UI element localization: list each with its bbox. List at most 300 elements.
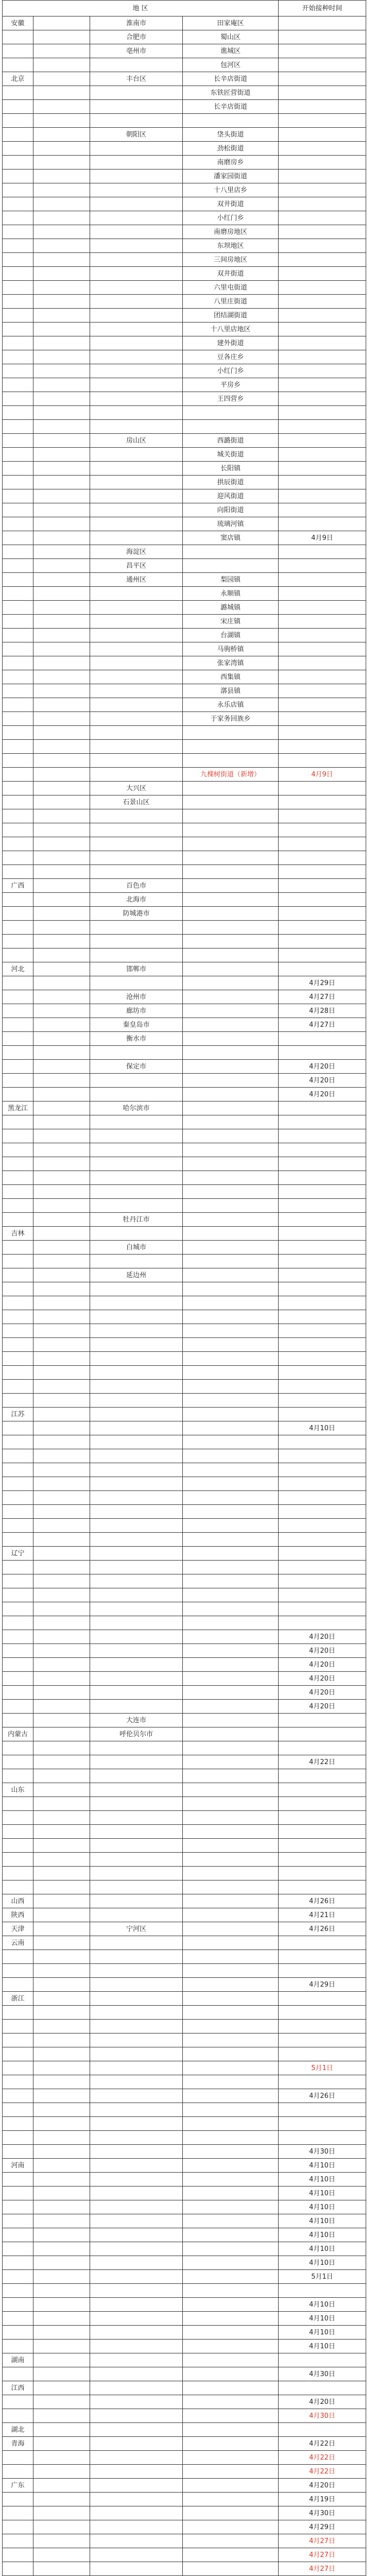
table-row bbox=[3, 1296, 366, 1310]
province-cell bbox=[3, 2089, 33, 2103]
subdistrict-cell bbox=[183, 1435, 279, 1449]
province-cell: 北京 bbox=[3, 72, 33, 86]
subdistrict-cell bbox=[183, 2479, 279, 2493]
table-row bbox=[3, 1171, 366, 1185]
district-cell bbox=[90, 1574, 183, 1588]
table-row bbox=[3, 2256, 366, 2270]
district-cell bbox=[90, 1602, 183, 1616]
district-cell bbox=[90, 1074, 183, 1088]
district-cell bbox=[90, 2437, 183, 2451]
start-date-cell bbox=[279, 476, 366, 489]
province-cell bbox=[3, 378, 33, 392]
subdistrict-cell bbox=[183, 2326, 279, 2340]
county-cell bbox=[33, 1380, 90, 1394]
county-cell bbox=[33, 1408, 90, 1421]
table-row bbox=[3, 1644, 366, 1658]
district-cell bbox=[90, 476, 183, 489]
table-row bbox=[3, 698, 366, 712]
table-row bbox=[3, 1213, 366, 1227]
county-cell bbox=[33, 1908, 90, 1922]
table-row bbox=[3, 1366, 366, 1380]
county-cell bbox=[33, 1644, 90, 1658]
table-row bbox=[3, 2033, 366, 2047]
district-cell bbox=[90, 865, 183, 879]
province-cell bbox=[3, 336, 33, 350]
province-cell bbox=[3, 851, 33, 865]
county-cell bbox=[33, 1992, 90, 2006]
subdistrict-cell bbox=[183, 1477, 279, 1491]
subdistrict-cell: 于家务回族乡 bbox=[183, 712, 279, 726]
province-cell bbox=[3, 406, 33, 420]
table-row bbox=[3, 1282, 366, 1296]
table-row bbox=[3, 1811, 366, 1825]
subdistrict-cell bbox=[183, 1714, 279, 1727]
schedule-table bbox=[2, 0, 366, 2576]
start-date-cell bbox=[279, 2047, 366, 2061]
start-date-cell: 4月27日 bbox=[279, 2562, 366, 2576]
county-cell bbox=[33, 503, 90, 517]
province-cell bbox=[3, 545, 33, 559]
province-cell bbox=[3, 1839, 33, 1853]
county-cell bbox=[33, 462, 90, 476]
district-cell bbox=[90, 183, 183, 197]
table-row bbox=[3, 1394, 366, 1408]
start-date-cell bbox=[279, 1282, 366, 1296]
table-row bbox=[3, 1408, 366, 1421]
district-cell bbox=[90, 2200, 183, 2214]
county-cell bbox=[33, 1060, 90, 1074]
county-cell bbox=[33, 2047, 90, 2061]
district-cell bbox=[90, 2298, 183, 2312]
province-cell bbox=[3, 684, 33, 698]
table-row bbox=[3, 1004, 366, 1018]
subdistrict-cell: 向阳街道 bbox=[183, 503, 279, 517]
start-date-cell bbox=[279, 1435, 366, 1449]
start-date-cell bbox=[279, 86, 366, 100]
subdistrict-cell bbox=[183, 2131, 279, 2145]
start-date-cell bbox=[279, 1477, 366, 1491]
county-cell bbox=[33, 1463, 90, 1477]
table-row bbox=[3, 2520, 366, 2534]
province-cell: 广东 bbox=[3, 2479, 33, 2493]
county-cell bbox=[33, 253, 90, 267]
province-cell bbox=[3, 1241, 33, 1255]
county-cell bbox=[33, 225, 90, 239]
start-date-cell: 4月26日 bbox=[279, 2089, 366, 2103]
subdistrict-cell bbox=[183, 1380, 279, 1394]
start-date-cell: 4月26日 bbox=[279, 1922, 366, 1936]
table-row bbox=[3, 2145, 366, 2159]
province-cell: 湖北 bbox=[3, 2423, 33, 2437]
county-cell bbox=[33, 1533, 90, 1547]
table-row bbox=[3, 782, 366, 795]
province-cell bbox=[3, 1255, 33, 1268]
subdistrict-cell bbox=[183, 1491, 279, 1505]
start-date-cell bbox=[279, 1602, 366, 1616]
province-cell bbox=[3, 86, 33, 100]
table-row bbox=[3, 1574, 366, 1588]
subdistrict-cell bbox=[183, 1727, 279, 1741]
table-row bbox=[3, 1185, 366, 1199]
province-cell bbox=[3, 197, 33, 211]
subdistrict-cell: 东坝地区 bbox=[183, 239, 279, 253]
subdistrict-cell: 拱辰街道 bbox=[183, 476, 279, 489]
start-date-cell bbox=[279, 1296, 366, 1310]
start-date-cell bbox=[279, 100, 366, 114]
district-cell bbox=[90, 100, 183, 114]
start-date-cell bbox=[279, 1046, 366, 1060]
county-cell bbox=[33, 2353, 90, 2367]
table-row bbox=[3, 1950, 366, 1964]
subdistrict-cell bbox=[183, 1046, 279, 1060]
subdistrict-cell bbox=[183, 114, 279, 128]
start-date-cell: 4月21日 bbox=[279, 1908, 366, 1922]
table-row bbox=[3, 1491, 366, 1505]
table-row bbox=[3, 1157, 366, 1171]
province-cell bbox=[3, 267, 33, 281]
province-cell bbox=[3, 1867, 33, 1880]
subdistrict-cell bbox=[183, 1282, 279, 1296]
county-cell bbox=[33, 1658, 90, 1672]
county-cell bbox=[33, 1894, 90, 1908]
county-cell bbox=[33, 2506, 90, 2520]
subdistrict-cell bbox=[183, 1964, 279, 1978]
subdistrict-cell bbox=[183, 2187, 279, 2200]
district-cell bbox=[90, 295, 183, 309]
province-cell bbox=[3, 1463, 33, 1477]
province-cell: 河南 bbox=[3, 2159, 33, 2173]
district-cell bbox=[90, 378, 183, 392]
district-cell bbox=[90, 1853, 183, 1867]
subdistrict-cell: 永乐店镇 bbox=[183, 698, 279, 712]
start-date-cell: 4月27日 bbox=[279, 2534, 366, 2548]
table-row bbox=[3, 2381, 366, 2395]
county-cell bbox=[33, 754, 90, 768]
subdistrict-cell: 王四营乡 bbox=[183, 392, 279, 406]
district-cell bbox=[90, 2047, 183, 2061]
subdistrict-cell bbox=[183, 2270, 279, 2284]
district-cell bbox=[90, 2270, 183, 2284]
subdistrict-cell bbox=[183, 406, 279, 420]
district-cell bbox=[90, 448, 183, 462]
district-cell bbox=[90, 1185, 183, 1199]
district-cell bbox=[90, 1143, 183, 1157]
county-cell bbox=[33, 712, 90, 726]
subdistrict-cell bbox=[183, 1547, 279, 1561]
county-cell bbox=[33, 336, 90, 350]
province-cell bbox=[3, 253, 33, 267]
province-cell bbox=[3, 1964, 33, 1978]
subdistrict-cell bbox=[183, 851, 279, 865]
province-cell bbox=[3, 809, 33, 823]
district-cell bbox=[90, 420, 183, 434]
start-date-cell: 4月27日 bbox=[279, 1018, 366, 1032]
district-cell: 呼伦贝尔市 bbox=[90, 1727, 183, 1741]
county-cell bbox=[33, 1255, 90, 1268]
county-cell bbox=[33, 86, 90, 100]
table-row bbox=[3, 281, 366, 295]
start-date-cell bbox=[279, 879, 366, 893]
table-row bbox=[3, 1658, 366, 1672]
district-cell: 通州区 bbox=[90, 573, 183, 587]
start-date-cell: 4月20日 bbox=[279, 1700, 366, 1714]
county-cell bbox=[33, 1561, 90, 1574]
district-cell bbox=[90, 1978, 183, 1992]
start-date-cell bbox=[279, 156, 366, 170]
province-cell bbox=[3, 2020, 33, 2033]
county-cell bbox=[33, 2256, 90, 2270]
province-cell bbox=[3, 2562, 33, 2576]
start-date-cell bbox=[279, 336, 366, 350]
start-date-cell bbox=[279, 1491, 366, 1505]
subdistrict-cell bbox=[183, 1115, 279, 1129]
county-cell bbox=[33, 1602, 90, 1616]
subdistrict-cell bbox=[183, 726, 279, 740]
subdistrict-cell: 建外街道 bbox=[183, 336, 279, 350]
subdistrict-cell bbox=[183, 1366, 279, 1380]
table-row bbox=[3, 2409, 366, 2423]
province-cell bbox=[3, 2270, 33, 2284]
county-cell bbox=[33, 1129, 90, 1143]
district-cell bbox=[90, 2214, 183, 2228]
province-cell bbox=[3, 1171, 33, 1185]
subdistrict-cell: 南磨房乡 bbox=[183, 156, 279, 170]
county-cell bbox=[33, 1727, 90, 1741]
start-date-cell bbox=[279, 921, 366, 935]
table-row bbox=[3, 1338, 366, 1352]
start-date-cell: 4月30日 bbox=[279, 2367, 366, 2381]
table-row bbox=[3, 309, 366, 323]
subdistrict-cell bbox=[183, 990, 279, 1004]
subdistrict-cell bbox=[183, 1561, 279, 1574]
province-cell bbox=[3, 740, 33, 754]
district-cell bbox=[90, 1115, 183, 1129]
district-cell bbox=[90, 1755, 183, 1769]
subdistrict-cell bbox=[183, 2312, 279, 2326]
province-cell bbox=[3, 1046, 33, 1060]
district-cell bbox=[90, 170, 183, 183]
province-cell bbox=[3, 1630, 33, 1644]
county-cell bbox=[33, 1505, 90, 1519]
table-row bbox=[3, 990, 366, 1004]
county-cell bbox=[33, 448, 90, 462]
start-date-cell: 4月10日 bbox=[279, 2312, 366, 2326]
county-cell bbox=[33, 517, 90, 531]
subdistrict-cell: 八里庄街道 bbox=[183, 295, 279, 309]
district-cell bbox=[90, 1644, 183, 1658]
province-cell bbox=[3, 170, 33, 183]
province-cell bbox=[3, 1268, 33, 1282]
district-cell bbox=[90, 1741, 183, 1755]
table-row bbox=[3, 2493, 366, 2506]
county-cell bbox=[33, 2200, 90, 2214]
subdistrict-cell bbox=[183, 976, 279, 990]
province-cell bbox=[3, 1129, 33, 1143]
county-cell bbox=[33, 197, 90, 211]
district-cell bbox=[90, 656, 183, 670]
start-date-cell bbox=[279, 962, 366, 976]
table-row bbox=[3, 72, 366, 86]
province-cell bbox=[3, 1157, 33, 1171]
county-cell bbox=[33, 2020, 90, 2033]
province-cell: 吉林 bbox=[3, 1227, 33, 1241]
county-cell bbox=[33, 1797, 90, 1811]
start-date-cell bbox=[279, 1129, 366, 1143]
province-cell bbox=[3, 2284, 33, 2298]
province-cell bbox=[3, 2214, 33, 2228]
county-cell bbox=[33, 1310, 90, 1324]
province-cell bbox=[3, 1199, 33, 1213]
district-cell bbox=[90, 1811, 183, 1825]
district-cell bbox=[90, 2020, 183, 2033]
county-cell bbox=[33, 309, 90, 323]
county-cell bbox=[33, 44, 90, 58]
province-cell bbox=[3, 100, 33, 114]
county-cell bbox=[33, 976, 90, 990]
district-cell bbox=[90, 2423, 183, 2437]
subdistrict-cell bbox=[183, 1171, 279, 1185]
district-cell bbox=[90, 2479, 183, 2493]
subdistrict-cell bbox=[183, 809, 279, 823]
table-row bbox=[3, 1769, 366, 1783]
district-cell: 亳州市 bbox=[90, 44, 183, 58]
province-cell bbox=[3, 712, 33, 726]
county-cell bbox=[33, 1839, 90, 1853]
start-date-cell: 4月30日 bbox=[279, 2145, 366, 2159]
start-date-cell: 4月20日 bbox=[279, 1060, 366, 1074]
start-date-cell: 4月27日 bbox=[279, 990, 366, 1004]
district-cell bbox=[90, 1533, 183, 1547]
county-cell bbox=[33, 72, 90, 86]
table-row bbox=[3, 2548, 366, 2562]
district-cell: 淮南市 bbox=[90, 16, 183, 30]
start-date-cell bbox=[279, 1032, 366, 1046]
province-cell bbox=[3, 921, 33, 935]
subdistrict-cell: 马驹桥镇 bbox=[183, 642, 279, 656]
subdistrict-cell bbox=[183, 823, 279, 837]
table-row bbox=[3, 1797, 366, 1811]
subdistrict-cell bbox=[183, 2256, 279, 2270]
province-cell bbox=[3, 1491, 33, 1505]
table-row bbox=[3, 1992, 366, 2006]
table-row bbox=[3, 142, 366, 156]
subdistrict-cell bbox=[183, 1533, 279, 1547]
county-cell bbox=[33, 2381, 90, 2395]
province-cell bbox=[3, 1880, 33, 1894]
province-cell: 广西 bbox=[3, 879, 33, 893]
province-cell bbox=[3, 309, 33, 323]
header-start-time: 开始接种时间 bbox=[279, 1, 366, 16]
subdistrict-cell bbox=[183, 1783, 279, 1797]
province-cell: 江苏 bbox=[3, 1408, 33, 1421]
start-date-cell bbox=[279, 2284, 366, 2298]
start-date-cell: 5月1日 bbox=[279, 2270, 366, 2284]
district-cell bbox=[90, 2006, 183, 2020]
start-date-cell bbox=[279, 1157, 366, 1171]
district-cell: 宁河区 bbox=[90, 1922, 183, 1936]
province-cell bbox=[3, 1700, 33, 1714]
province-cell bbox=[3, 601, 33, 615]
province-cell bbox=[3, 531, 33, 545]
province-cell bbox=[3, 1978, 33, 1992]
county-cell bbox=[33, 281, 90, 295]
province-cell bbox=[3, 503, 33, 517]
county-cell bbox=[33, 2465, 90, 2479]
district-cell bbox=[90, 503, 183, 517]
start-date-cell bbox=[279, 253, 366, 267]
province-cell bbox=[3, 1352, 33, 1366]
county-cell bbox=[33, 2437, 90, 2451]
start-date-cell bbox=[279, 309, 366, 323]
start-date-cell: 4月10日 bbox=[279, 2187, 366, 2200]
province-cell bbox=[3, 1602, 33, 1616]
subdistrict-cell: 小红门乡 bbox=[183, 211, 279, 225]
table-row bbox=[3, 1032, 366, 1046]
district-cell: 延边州 bbox=[90, 1268, 183, 1282]
subdistrict-cell bbox=[183, 1032, 279, 1046]
table-row bbox=[3, 1825, 366, 1839]
district-cell bbox=[90, 239, 183, 253]
table-row bbox=[3, 1547, 366, 1561]
province-cell bbox=[3, 642, 33, 656]
start-date-cell bbox=[279, 601, 366, 615]
table-row bbox=[3, 2465, 366, 2479]
county-cell bbox=[33, 434, 90, 448]
county-cell bbox=[33, 1157, 90, 1171]
table-row bbox=[3, 2312, 366, 2326]
district-cell bbox=[90, 1296, 183, 1310]
county-cell bbox=[33, 58, 90, 72]
subdistrict-cell bbox=[183, 1978, 279, 1992]
start-date-cell bbox=[279, 1324, 366, 1338]
province-cell bbox=[3, 656, 33, 670]
county-cell bbox=[33, 1964, 90, 1978]
subdistrict-cell bbox=[183, 2117, 279, 2131]
start-date-cell bbox=[279, 1366, 366, 1380]
district-cell bbox=[90, 2117, 183, 2131]
district-cell bbox=[90, 2131, 183, 2145]
district-cell bbox=[90, 615, 183, 629]
table-row bbox=[3, 1978, 366, 1992]
county-cell bbox=[33, 16, 90, 30]
subdistrict-cell: 琉璃河镇 bbox=[183, 517, 279, 531]
district-cell bbox=[90, 2089, 183, 2103]
province-cell bbox=[3, 239, 33, 253]
county-cell bbox=[33, 1588, 90, 1602]
county-cell bbox=[33, 2548, 90, 2562]
district-cell bbox=[90, 921, 183, 935]
province-cell: 内蒙古 bbox=[3, 1727, 33, 1741]
table-row bbox=[3, 239, 366, 253]
table-row bbox=[3, 2047, 366, 2061]
table-row bbox=[3, 503, 366, 517]
district-cell bbox=[90, 142, 183, 156]
start-date-cell: 4月28日 bbox=[279, 1004, 366, 1018]
province-cell: 黑龙江 bbox=[3, 1101, 33, 1115]
table-row bbox=[3, 2075, 366, 2089]
province-cell: 天津 bbox=[3, 1922, 33, 1936]
district-cell bbox=[90, 1435, 183, 1449]
district-cell bbox=[90, 1310, 183, 1324]
subdistrict-cell bbox=[183, 545, 279, 559]
start-date-cell bbox=[279, 142, 366, 156]
table-row bbox=[3, 2506, 366, 2520]
district-cell: 保定市 bbox=[90, 1060, 183, 1074]
table-row bbox=[3, 656, 366, 670]
subdistrict-cell bbox=[183, 2381, 279, 2395]
district-cell bbox=[90, 2451, 183, 2465]
start-date-cell bbox=[279, 1797, 366, 1811]
